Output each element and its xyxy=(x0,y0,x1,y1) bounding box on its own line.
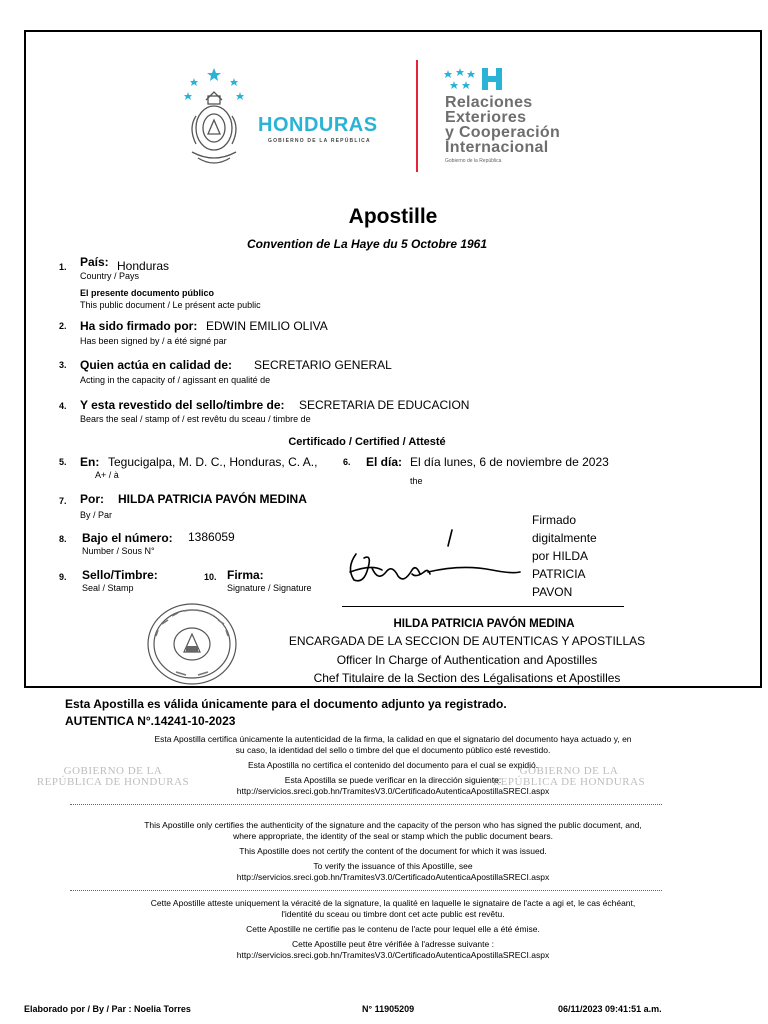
field-4-label: Y esta revestido del sello/timbre de: xyxy=(80,398,285,412)
field-6-label: El día: xyxy=(366,455,403,469)
field-3-number: 3. xyxy=(59,360,67,370)
notes-spanish xyxy=(50,734,736,797)
field-6-translation: the xyxy=(410,476,423,486)
note-en-4: To verify the issuance of this Apostille, see xyxy=(313,861,473,871)
gobierno-label: GOBIERNO DE LA REPÚBLICA xyxy=(268,138,371,144)
field-7-number: 7. xyxy=(59,496,67,506)
note-fr-1: Cette Apostille atteste uniquement la véracité de la signature, la qualité en laquelle le signataire de l'acte a agi et, le cas échéant, xyxy=(150,898,636,908)
coat-of-arms-icon xyxy=(180,66,252,178)
note-es-2: su caso, la identidad del sello o timbre del que el documento público esté revestido. xyxy=(235,745,551,755)
divider-2 xyxy=(70,890,662,891)
notes-english xyxy=(50,820,736,883)
field-7-value: HILDA PATRICIA PAVÓN MEDINA xyxy=(118,492,307,506)
field-6-number: 6. xyxy=(343,457,351,467)
footer-number: N° 11905209 xyxy=(362,1004,415,1014)
doc-label: El presente documento público xyxy=(80,288,215,298)
divider-1 xyxy=(70,804,662,805)
ministry-line-2: Exteriores xyxy=(445,109,527,126)
notes-french xyxy=(50,898,736,961)
field-2-translation: Has been signed by / a été signé par xyxy=(80,336,227,346)
field-10-number: 10. xyxy=(204,572,217,582)
digital-sign-line-2: digitalmente xyxy=(532,531,597,545)
field-2-value: EDWIN EMILIO OLIVA xyxy=(206,319,328,333)
signatory-name: HILDA PATRICIA PAVÓN MEDINA xyxy=(393,618,575,630)
watermark-left-line-2: REPÚBLICA DE HONDURAS xyxy=(36,776,190,788)
official-seal-icon xyxy=(146,602,238,686)
field-9-translation: Seal / Stamp xyxy=(82,583,134,593)
validity-statement: Esta Apostilla es válida únicamente para el documento adjunto ya registrado. xyxy=(65,697,507,711)
ministry-logo-icon xyxy=(444,66,508,94)
field-10-label: Firma: xyxy=(227,568,264,582)
digital-sign-line-4: PATRICIA xyxy=(532,567,586,581)
note-fr-4: Cette Apostille peut être vérifiée à l'adresse suivante : xyxy=(292,939,494,949)
note-en-url: http://servicios.sreci.gob.hn/TramitesV3.0/CertificadoAutenticaApostillaSRECI.aspx xyxy=(236,872,550,882)
field-9-number: 9. xyxy=(59,572,67,582)
ministry-name xyxy=(445,95,560,155)
ministry-line-3: y Cooperación xyxy=(445,124,561,141)
signatory-title-es: ENCARGADA DE LA SECCION DE AUTENTICAS Y APOSTILLAS xyxy=(288,634,646,648)
watermark-right-line-2: REPÚBLICA DE HONDURAS xyxy=(492,776,646,788)
ministry-line-4: Internacional xyxy=(445,139,549,156)
field-1-translation: Country / Pays xyxy=(80,271,140,281)
digital-signature-note xyxy=(532,511,597,601)
field-3-value: SECRETARIO GENERAL xyxy=(254,358,392,372)
honduras-wordmark: HONDURAS xyxy=(258,114,378,136)
field-5-value: Tegucigalpa, M. D. C., Honduras, C. A., xyxy=(108,455,318,469)
field-2-number: 2. xyxy=(59,321,67,331)
note-es-4: Esta Apostilla se puede verificar en la dirección siguiente: xyxy=(284,775,502,785)
field-7-label: Por: xyxy=(80,492,104,506)
ministry-line-1: Relaciones xyxy=(445,94,533,111)
note-es-1: Esta Apostilla certifica únicamente la autenticidad de la firma, la calidad en que el signatario del documento haya actuado y, en xyxy=(154,734,632,744)
field-6-value: El día lunes, 6 de noviembre de 2023 xyxy=(410,455,609,469)
watermark-right-line-1: GOBIERNO DE LA xyxy=(519,765,619,777)
handwritten-signature xyxy=(342,524,532,592)
field-10-translation: Signature / Signature xyxy=(227,583,312,593)
note-en-1: This Apostille only certifies the authenticity of the signature and the capacity of the person who has signed the public document, and, xyxy=(144,820,642,830)
digital-sign-line-5: PAVON xyxy=(532,585,573,599)
footer-timestamp: 06/11/2023 09:41:51 a.m. xyxy=(558,1004,662,1014)
note-fr-url: http://servicios.sreci.gob.hn/TramitesV3.0/CertificadoAutenticaApostillaSRECI.aspx xyxy=(236,950,550,960)
field-5-number: 5. xyxy=(59,457,67,467)
field-2-label: Ha sido firmado por: xyxy=(80,319,198,333)
autentica-number: AUTENTICA N°.14241-10-2023 xyxy=(65,714,236,728)
ministry-subtitle: Gobierno de la República xyxy=(445,158,502,164)
field-1-value: Honduras xyxy=(117,259,170,273)
field-3-translation: Acting in the capacity of / agissant en qualité de xyxy=(80,375,271,385)
signatory-title-fr: Chef Titulaire de la Section des Légalisations et Apostilles xyxy=(313,671,621,685)
page-title: Apostille xyxy=(348,205,438,228)
signature-line xyxy=(342,606,624,607)
field-5-label: En: xyxy=(80,455,100,469)
field-8-label: Bajo el número: xyxy=(82,531,173,545)
field-1-label: País: xyxy=(80,255,109,269)
header-divider xyxy=(416,60,418,172)
certified-heading: Certificado / Certified / Attesté xyxy=(288,436,446,448)
digital-sign-line-3: por HILDA xyxy=(532,549,589,563)
field-9-label: Sello/Timbre: xyxy=(82,568,158,582)
footer-prepared-by: Elaborado por / By / Par : Noelia Torres xyxy=(24,1004,191,1014)
field-4-value: SECRETARIA DE EDUCACION xyxy=(299,398,470,412)
note-es-3: Esta Apostilla no certifica el contenido del documento para el cual se expidió. xyxy=(247,760,539,770)
field-3-label: Quien actúa en calidad de: xyxy=(80,358,233,372)
note-fr-3: Cette Apostille ne certifie pas le contenu de l'acte pour lequel elle a été émise. xyxy=(246,924,540,934)
field-5-translation: A+ / à xyxy=(95,470,119,480)
note-fr-2: l'identité du sceau ou timbre dont cet acte public est revêtu. xyxy=(281,909,505,919)
note-en-3: This Apostille does not certify the content of the document for which it was issued. xyxy=(239,846,547,856)
field-4-number: 4. xyxy=(59,401,67,411)
note-es-url: http://servicios.sreci.gob.hn/TramitesV3.0/CertificadoAutenticaApostillaSRECI.aspx xyxy=(236,786,550,796)
signatory-title-en: Officer In Charge of Authentication and Apostilles xyxy=(336,653,598,667)
doc-translation: This public document / Le présent acte public xyxy=(80,300,261,310)
field-7-translation: By / Par xyxy=(80,510,113,520)
note-en-2: where appropriate, the identity of the seal or stamp which the public document bears. xyxy=(233,831,553,841)
field-1-number: 1. xyxy=(59,262,67,272)
field-4-translation: Bears the seal / stamp of / est revêtu du sceau / timbre de xyxy=(80,414,311,424)
field-8-number: 8. xyxy=(59,534,67,544)
watermark-left-line-1: GOBIERNO DE LA xyxy=(63,765,163,777)
page-subtitle: Convention de La Haye du 5 Octobre 1961 xyxy=(246,237,488,251)
field-8-value: 1386059 xyxy=(188,530,235,544)
field-8-translation: Number / Sous N° xyxy=(82,546,155,556)
digital-sign-line-1: Firmado xyxy=(532,513,577,527)
